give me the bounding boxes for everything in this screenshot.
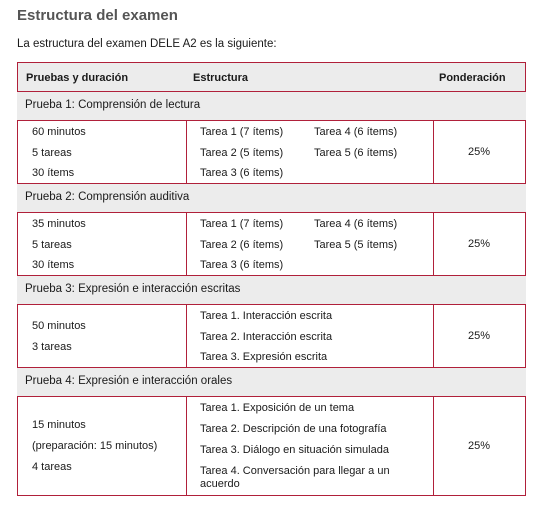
task-item: Tarea 1 (7 ítems) — [200, 126, 284, 138]
section-weight — [433, 305, 525, 367]
task-item: Tarea 4 (6 ítems) — [314, 126, 398, 138]
task-item: Tarea 3 (6 ítems) — [200, 167, 284, 179]
section-body-prueba-3 — [17, 304, 526, 368]
section-title-prueba-4: Prueba 4: Expresión e interacción orales — [17, 368, 526, 396]
info-line: 50 minutos — [32, 320, 86, 332]
info-line: 35 minutos — [32, 218, 86, 230]
info-line: (preparación: 15 minutos) — [32, 440, 158, 452]
section-info — [18, 121, 186, 183]
intro-text: La estructura del examen DELE A2 es la siguiente: — [17, 38, 277, 50]
section-title-prueba-1: Prueba 1: Comprensión de lectura — [17, 92, 526, 120]
section-tasks — [186, 213, 434, 275]
task-item: Tarea 4. Conversación para llegar a un acuerdo — [200, 465, 390, 490]
info-line: 3 tareas — [32, 341, 72, 353]
section-info — [18, 213, 186, 275]
task-item: Tarea 2 (5 ítems) — [200, 147, 284, 159]
task-item: Tarea 1 (7 ítems) — [200, 218, 284, 230]
task-item: Tarea 2. Interacción escrita — [200, 331, 333, 343]
section-weight — [433, 397, 525, 495]
task-item: Tarea 1. Interacción escrita — [200, 310, 333, 322]
section-title-prueba-2: Prueba 2: Comprensión auditiva — [17, 184, 526, 212]
task-item: Tarea 3. Expresión escrita — [200, 351, 328, 363]
weight-value: 25% — [467, 146, 491, 158]
info-line: 5 tareas — [32, 239, 72, 251]
section-body-prueba-1 — [17, 120, 526, 184]
section-tasks — [186, 305, 434, 367]
table-header-row — [17, 62, 526, 92]
header-pruebas: Pruebas y duración — [26, 72, 129, 84]
info-line: 15 minutos — [32, 419, 86, 431]
section-weight — [433, 213, 525, 275]
section-tasks — [186, 121, 434, 183]
header-ponderacion: Ponderación — [439, 72, 506, 84]
info-line: 60 minutos — [32, 126, 86, 138]
section-info — [18, 305, 186, 367]
task-item: Tarea 5 (5 ítems) — [314, 239, 398, 251]
section-weight — [433, 121, 525, 183]
info-line: 4 tareas — [32, 461, 72, 473]
header-estructura: Estructura — [193, 72, 249, 84]
weight-value: 25% — [467, 238, 491, 250]
weight-value: 25% — [467, 440, 491, 452]
page-title: Estructura del examen — [17, 7, 178, 24]
exam-structure-table — [17, 62, 526, 496]
section-body-prueba-2 — [17, 212, 526, 276]
task-item: Tarea 2 (6 ítems) — [200, 239, 284, 251]
task-item: Tarea 4 (6 ítems) — [314, 218, 398, 230]
task-item: Tarea 5 (6 ítems) — [314, 147, 398, 159]
info-line: 30 ítems — [32, 259, 75, 271]
section-tasks — [186, 397, 434, 495]
task-item: Tarea 3. Diálogo en situación simulada — [200, 444, 389, 456]
info-line: 30 ítems — [32, 167, 75, 179]
info-line: 5 tareas — [32, 147, 72, 159]
task-item: Tarea 2. Descripción de una fotografía — [200, 423, 387, 435]
section-title-prueba-3: Prueba 3: Expresión e interacción escritas — [17, 276, 526, 304]
weight-value: 25% — [467, 330, 491, 342]
section-info — [18, 397, 186, 495]
task-item: Tarea 3 (6 ítems) — [200, 259, 284, 271]
task-item: Tarea 1. Exposición de un tema — [200, 402, 355, 414]
section-body-prueba-4 — [17, 396, 526, 496]
